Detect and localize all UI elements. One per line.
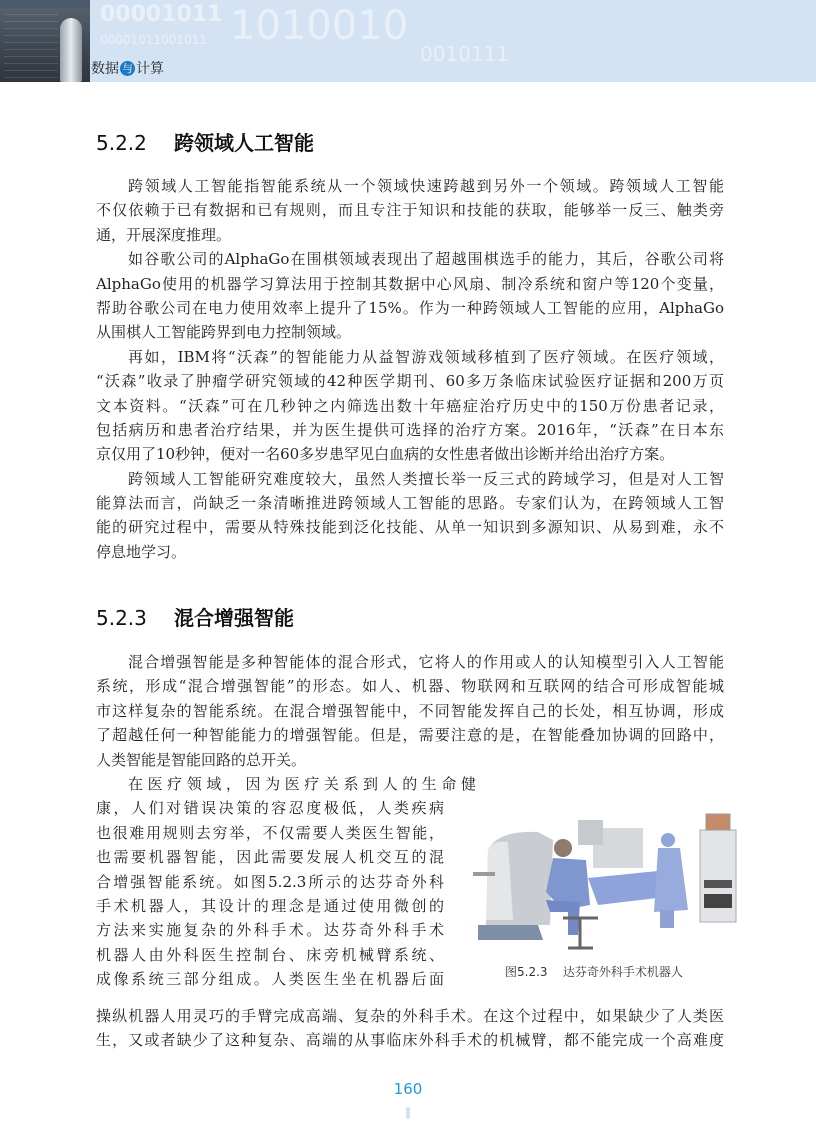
text-line: 能算法而言，尚缺乏一条清晰推进跨领域人工智能的思路。专家们认为，在跨领域人工智: [96, 494, 724, 513]
section-number: 5.2.3: [96, 606, 147, 630]
text-line: 生，又或者缺少了这种复杂、高端的从事临床外科手术的机械臂，都不能完成一个高难度: [96, 1031, 724, 1050]
text-line: 文本资料。“沃森”可在几秒钟之内筛选出数十年癌症治疗历史中的150万份患者记录，: [96, 396, 724, 415]
blackboard-formulas: [4, 14, 58, 78]
text-line: 方法来实施复杂的外科手术。达芬奇外科手术: [96, 921, 444, 940]
robot-blackboard-photo: [0, 0, 90, 82]
section-5-2-3-body: [96, 650, 724, 772]
binary-decoration: 1010010: [230, 3, 409, 49]
page-header-banner: [0, 0, 816, 82]
binary-decoration: 00001011001011: [100, 33, 207, 47]
text-line: 康，人们对错误决策的容忍度极低，人类疾病: [96, 799, 444, 818]
surgeon-console: [473, 832, 553, 940]
text-line: “沃森”收录了肿瘤学研究领域的42种医学期刊、60多万条临床试验医疗证据和200万页: [96, 372, 724, 391]
text-line: 包括病历和患者治疗结果，并为医生提供可选择的治疗方案。2016年，“沃森”在日本东: [96, 420, 724, 439]
text-line: 在医疗领域，因为医疗关系到人的生命健: [128, 775, 476, 793]
page-number: 160: [393, 1080, 423, 1098]
text-line: 停息地学习。: [96, 542, 187, 561]
text-line: 操纵机器人用灵巧的手臂完成高端、复杂的外科手术。在这个过程中，如果缺少了人类医: [96, 1007, 724, 1025]
text-line: 人类智能是智能回路的总开关。: [96, 750, 307, 769]
text-line: 市这样复杂的智能系统。在混合增强智能中，不同智能发挥自己的长处，相互协调，形成: [96, 701, 724, 720]
text-line: 手术机器人，其设计的理念是通过使用微创的: [96, 896, 444, 915]
section-number: 5.2.2: [96, 131, 147, 155]
book-title-left: 数据: [91, 61, 119, 77]
text-line: 机器人由外科医生控制台、床旁机械臂系统、: [96, 945, 444, 964]
section-heading-5-2-3: [96, 602, 294, 631]
wrapped-paragraph-full: [96, 1004, 724, 1053]
text-line: 通，开展深度推理。: [96, 225, 232, 244]
binary-decoration: 00001011: [100, 2, 223, 27]
figure-number: 图5.2.3: [505, 965, 548, 979]
text-line: 从围棋人工智能跨界到电力控制领域。: [96, 323, 352, 342]
section-5-2-2-body: [96, 174, 724, 564]
vision-tower: [700, 814, 736, 922]
text-line: 系统，形成“混合增强智能”的形态。如人、机器、物联网和互联网的结合可形成智能城: [96, 677, 724, 696]
surgeon: [546, 839, 598, 948]
da-vinci-surgical-robot-figure: [468, 800, 750, 960]
text-line: 跨领域人工智能指智能系统从一个领域快速跨越到另外一个领域。跨领域人工智能: [128, 177, 724, 195]
figure-caption-text: 达芬奇外科手术机器人: [562, 965, 683, 979]
figure-caption: [505, 963, 683, 980]
text-line: 成像系统三部分组成。人类医生坐在机器后面: [96, 970, 444, 989]
binary-decoration: 0010111: [420, 42, 510, 66]
book-title-badge: 与: [122, 61, 133, 75]
text-line: 也很难用规则去穷举，不仅需要人类医生智能，: [96, 823, 444, 842]
text-line: 京仅用了10秒钟，便对一名60多岁患罕见白血病的女性患者做出诊断并给出治疗方案。: [96, 445, 675, 464]
text-line: 能的研究过程中，需要从特殊技能到泛化技能、从单一知识到多源知识、从易到难，永不: [96, 518, 724, 537]
text-line: 混合增强智能是多种智能体的混合形式，它将人的作用或人的认知模型引入人工智能: [128, 653, 724, 671]
text-line: 帮助谷歌公司在电力使用效率上提升了15%。作为一种跨领域人工智能的应用，AlphaGo: [96, 298, 724, 317]
text-line: 合增强智能系统。如图5.2.3所示的达芬奇外科: [96, 872, 444, 891]
text-line: 了超越任何一种智能能力的增强智能。但是，需要注意的是，在智能叠加协调的回路中，: [96, 726, 724, 745]
robot-figure: [60, 18, 82, 82]
text-line: 不仅依赖于已有数据和已有规则，而且专注于知识和技能的获取，能够举一反三、触类旁: [96, 201, 724, 220]
section-heading-5-2-2: [96, 127, 314, 156]
section-title: 跨领域人工智能: [174, 131, 314, 155]
book-title-right: 计算: [136, 61, 164, 77]
text-line: 如谷歌公司的AlphaGo在围棋领域表现出了超越围棋选手的能力，其后，谷歌公司将: [128, 250, 724, 269]
text-line: 再如，IBM将“沃森”的智能能力从益智游戏领域移植到了医疗领域。在医疗领域，: [128, 347, 724, 366]
assistant-nurse: [654, 833, 688, 928]
text-line: 也需要机器智能，因此需要发展人机交互的混: [96, 848, 444, 867]
page-number-marker: [406, 1107, 410, 1119]
book-title: [91, 58, 164, 78]
section-title: 混合增强智能: [174, 606, 294, 630]
text-line: 跨领域人工智能研究难度较大，虽然人类擅长举一反三式的跨域学习，但是对人工智: [128, 469, 724, 488]
text-line: AlphaGo使用的机器学习算法用于控制其数据中心风扇、制冷系统和窗户等120个变量，: [96, 274, 724, 293]
